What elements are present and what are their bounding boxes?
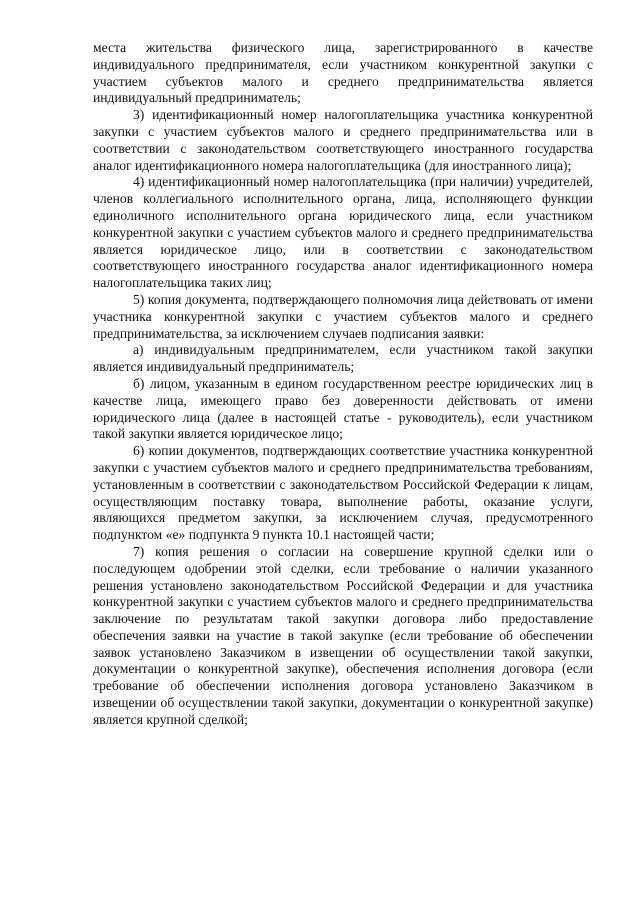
paragraph-item-6: 6) копии документов, подтверждающих соответствие участника конкурентной закупки с участием субъектов малого и среднего предпринимательства требованиям, установленным в соответствии с законодательством Российской Федерации к лицам, осуществляющим поставку товара, выполнение работы, оказание услуги, являющихся предметом закупки, за исключением случая, предусмотренного подпунктом «е» подпункта 9 пункта 10.1 настоящей части; — [93, 443, 593, 543]
paragraph-item-5: 5) копия документа, подтверждающего полномочия лица действовать от имени участника конкурентной закупки с участием субъектов малого и среднего предпринимательства, за исключением случаев подписания заявки: — [93, 291, 593, 341]
paragraph-item-7: 7) копия решения о согласии на совершение крупной сделки или о последующем одобрении этой сделки, если требование о наличии указанного решения установлено законодательством Российской Федерации и для участника конкурентной закупки с участием субъектов малого и среднего предпринимательства заключение по результатам такой закупки договора либо предоставление обеспечения заявки на участие в такой закупке (если требование об обеспечении заявок установлено Заказчиком в извещении об осуществлении такой закупки, документации о конкурентной закупке), обеспечения исполнения договора (если требование об обеспечении исполнения договора установлено Заказчиком в извещении об осуществлении такой закупки, документации о конкурентной закупке) является крупной сделкой; — [93, 543, 593, 727]
paragraph-item-4: 4) идентификационный номер налогоплательщика (при наличии) учредителей, членов коллегиального исполнительного органа, лица, исполняющего функции единоличного исполнительного органа юридического лица, если участником конкурентной закупки с участием субъектов малого и среднего предпринимательства является юридическое лицо, или в соответствии с законодательством соответствующего иностранного государства аналог идентификационного номера налогоплательщика таких лиц; — [93, 174, 593, 291]
paragraph-item-5a: а) индивидуальным предпринимателем, если участником такой закупки является индивидуальный предприниматель; — [93, 342, 593, 375]
document-page — [93, 40, 593, 729]
paragraph-continuation: места жительства физического лица, зарегистрированного в качестве индивидуального предпринимателя, если участником конкурентной закупки с участием субъектов малого и среднего предпринимательства является индивидуальный предприниматель; — [93, 40, 593, 106]
paragraph-item-3: 3) идентификационный номер налогоплательщика участника конкурентной закупки с участием субъектов малого и среднего предпринимательства или в соответствии с законодательством соответствующего иностранного государства аналог идентификационного номера налогоплательщика (для иностранного лица); — [93, 107, 593, 173]
paragraph-item-5b: б) лицом, указанным в едином государственном реестре юридических лиц в качестве лица, имеющего право без доверенности действовать от имени юридического лица (далее в настоящей статье - руководитель), если участником такой закупки является юридическое лицо; — [93, 375, 593, 442]
